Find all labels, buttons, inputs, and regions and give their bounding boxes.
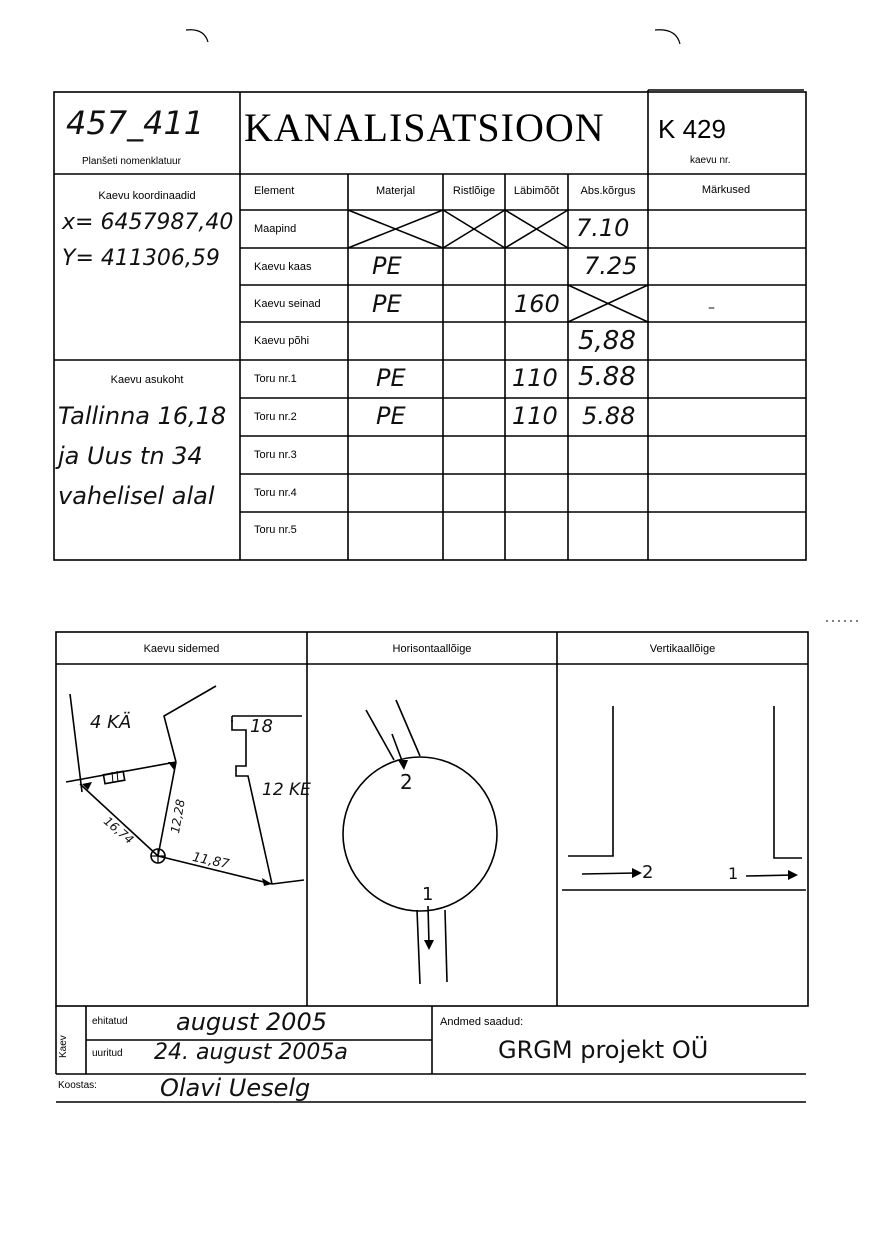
- footer-koostas-value: Olavi Ueselg: [160, 1074, 311, 1102]
- horizontal-pipe-1-label: 1: [422, 884, 434, 905]
- cell-toru2-abs: 5.88: [582, 402, 636, 430]
- row-label-toru-5: Toru nr.5: [254, 524, 297, 536]
- row-label-toru-4: Toru nr.4: [254, 487, 297, 499]
- cell-pohi-abs: 5,88: [578, 326, 636, 356]
- col-header-markused: Märkused: [701, 184, 751, 196]
- section-header-vertical: Vertikaallõige: [649, 643, 716, 655]
- footer-uuritud-label: uuritud: [92, 1048, 123, 1059]
- row-label-kaevu-kaas: Kaevu kaas: [254, 261, 312, 273]
- cell-kaas-materjal: PE: [372, 252, 402, 280]
- cell-seinad-markused: –: [708, 300, 715, 316]
- cell-seinad-labimoot: 160: [514, 290, 560, 318]
- nomenclature-label: Planšeti nomenklatuur: [82, 156, 181, 167]
- sketch-dist-1228: 12,28: [168, 798, 188, 835]
- section-header-sidemed: Kaevu sidemed: [143, 643, 220, 655]
- cell-toru2-materjal: PE: [376, 402, 406, 430]
- footer-koostas-label: Koostas:: [58, 1080, 97, 1091]
- location-line-1: Tallinna 16,18: [58, 402, 227, 430]
- row-label-toru-3: Toru nr.3: [254, 449, 297, 461]
- location-line-2: ja Uus tn 34: [58, 442, 203, 470]
- vertical-pipe-2-label: 2: [642, 862, 654, 883]
- col-header-abs-korgus: Abs.kõrgus: [580, 185, 636, 197]
- well-number-label: kaevu nr.: [690, 155, 731, 166]
- footer-kaev-label: Kaev: [58, 1035, 69, 1058]
- cell-seinad-materjal: PE: [372, 290, 402, 318]
- location-line-3: vahelisel alal: [58, 482, 215, 510]
- coordinate-x: x= 6457987,40: [62, 210, 234, 235]
- page-title: KANALISATSIOON: [244, 105, 605, 150]
- sketch-label-18: 18: [250, 716, 273, 737]
- row-label-maapind: Maapind: [254, 223, 297, 235]
- nomenclature-value: 457_411: [66, 104, 205, 142]
- col-header-ristloige: Ristlõige: [452, 185, 496, 197]
- row-label-kaevu-pohi: Kaevu põhi: [254, 335, 310, 347]
- cell-toru1-labimoot: 110: [512, 364, 558, 392]
- cell-toru1-materjal: PE: [376, 364, 406, 392]
- cell-maapind-abs: 7.10: [576, 214, 630, 242]
- col-header-labimoot: Läbimõõt: [513, 185, 560, 197]
- row-label-toru-1: Toru nr.1: [254, 373, 297, 385]
- sketch-dist-1187: 11,87: [190, 850, 231, 873]
- well-number-value: K 429: [658, 114, 726, 144]
- sketch-label-12ke: 12 KE: [262, 780, 311, 800]
- cell-toru2-labimoot: 110: [512, 402, 558, 430]
- footer-andmed-label: Andmed saadud:: [440, 1016, 524, 1028]
- sketch-label-4ka: 4 KÄ: [90, 712, 132, 733]
- footer-ehitatud-label: ehitatud: [92, 1016, 128, 1027]
- cell-kaas-abs: 7.25: [584, 252, 638, 280]
- row-label-kaevu-seinad: Kaevu seinad: [254, 298, 321, 310]
- footer-andmed-value: GRGM projekt OÜ: [498, 1036, 709, 1064]
- footer-uuritud-value: 24. august 2005a: [154, 1040, 348, 1065]
- sketch-dist-1674: 16,74: [101, 814, 137, 847]
- footer-ehitatud-value: august 2005: [176, 1008, 327, 1036]
- horizontal-pipe-2-label: 2: [400, 770, 413, 794]
- section-header-horizontal: Horisontaallõige: [392, 643, 472, 655]
- cell-toru1-abs: 5.88: [578, 362, 636, 392]
- col-header-element: Element: [254, 185, 295, 197]
- row-label-toru-2: Toru nr.2: [254, 411, 297, 423]
- location-label: Kaevu asukoht: [110, 374, 184, 386]
- coordinate-y: Y= 411306,59: [62, 246, 220, 271]
- col-header-materjal: Materjal: [375, 185, 416, 197]
- vertical-pipe-1-label: 1: [728, 864, 739, 883]
- coordinates-label: Kaevu koordinaadid: [98, 190, 196, 202]
